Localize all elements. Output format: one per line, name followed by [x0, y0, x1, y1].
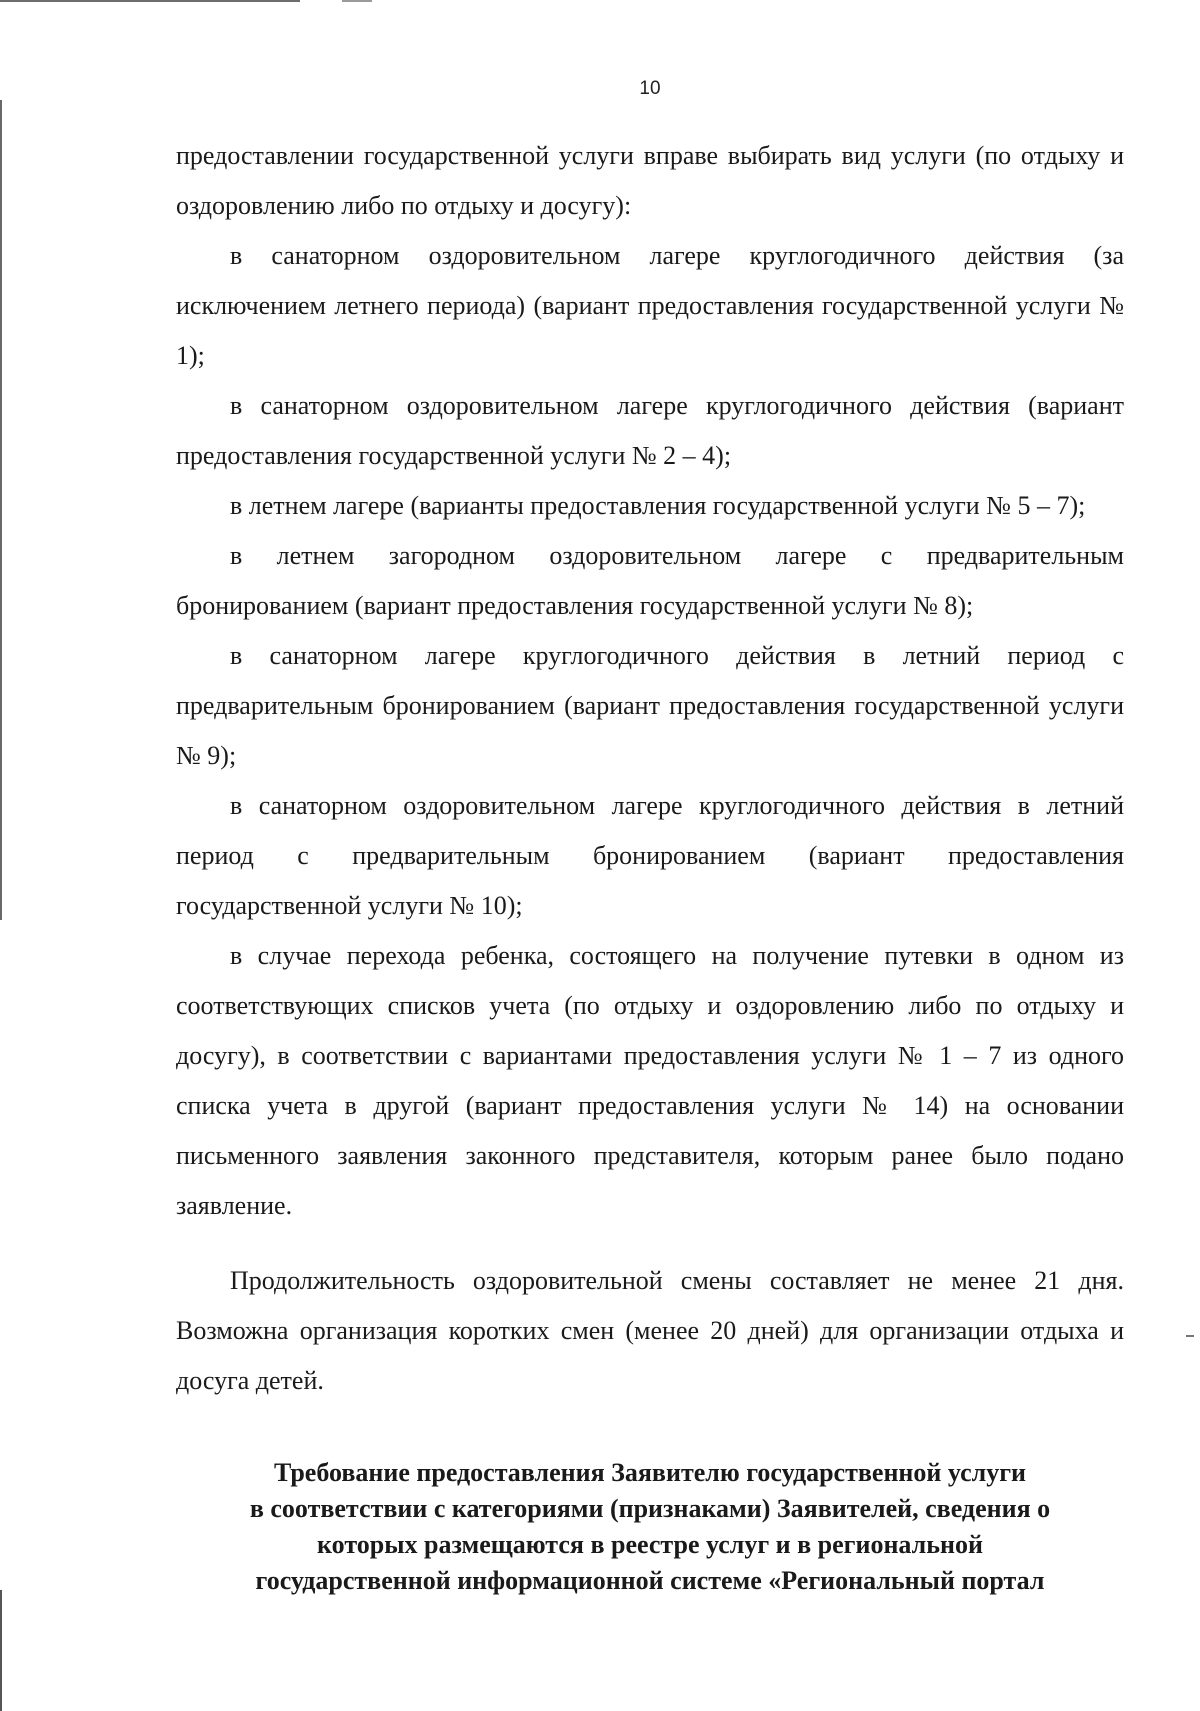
- paragraph-variant-14: в случае перехода ребенка, состоящего на получение путевки в одном из соответствующих списков учета (по отдыху и оздоровлению либо по отдыху и досугу), в соответствии с вариантами предоставления услуги № 1 – 7 из одного списка учета в другой (вариант предоставления услуги № 14) на основании письменного заявления законного представителя, которым ранее было подано заявление.: [176, 941, 1124, 1220]
- heading-line: Требование предоставления Заявителю государственной услуги: [273, 1458, 1027, 1487]
- heading-line: которых размещаются в реестре услуг и в региональной: [317, 1530, 983, 1559]
- paragraph-variant-9: в санаторном лагере круглогодичного действия в летний период с предварительным бронированием (вариант предоставления государственной услуги № 9);: [176, 641, 1124, 770]
- paragraph-variant-5-7: в летнем лагере (варианты предоставления государственной услуги № 5 – 7);: [230, 491, 1086, 520]
- paragraph-variant-8: в летнем загородном оздоровительном лагере с предварительным бронированием (вариант предоставления государственной услуги № 8);: [176, 541, 1124, 620]
- paragraph-shift-duration: Продолжительность оздоровительной смены составляет не менее 21 дня. Возможна организация коротких смен (менее 20 дней) для организации отдыха и досуга детей.: [176, 1266, 1124, 1395]
- paragraph-continued: предоставлении государственной услуги вправе выбирать вид услуги (по отдыху и оздоровлению либо по отдыху и досугу):: [176, 141, 1124, 220]
- section-heading: [176, 1455, 1124, 1599]
- paragraph-variant-1: в санаторном оздоровительном лагере круглогодичного действия (за исключением летнего периода) (вариант предоставления государственной услуги № 1);: [176, 241, 1124, 370]
- body-text: [176, 131, 1124, 1406]
- heading-line: государственной информационной системе «Региональный портал: [255, 1566, 1045, 1595]
- page-number: 10: [639, 78, 661, 99]
- scan-edge-mark: [0, 100, 2, 920]
- scan-edge-mark: [0, 1590, 2, 1711]
- scan-edge-mark: [0, 0, 300, 2]
- heading-line: в соответствии с категориями (признаками) Заявителей, сведения о: [249, 1494, 1051, 1523]
- paragraph-variant-2-4: в санаторном оздоровительном лагере круглогодичного действия (вариант предоставления государственной услуги № 2 – 4);: [176, 391, 1124, 470]
- scan-edge-mark: [1186, 1335, 1194, 1337]
- scan-edge-mark: [342, 0, 372, 2]
- paragraph-variant-10: в санаторном оздоровительном лагере круглогодичного действия в летний период с предварительным бронированием (вариант предоставления государственной услуги № 10);: [176, 791, 1124, 920]
